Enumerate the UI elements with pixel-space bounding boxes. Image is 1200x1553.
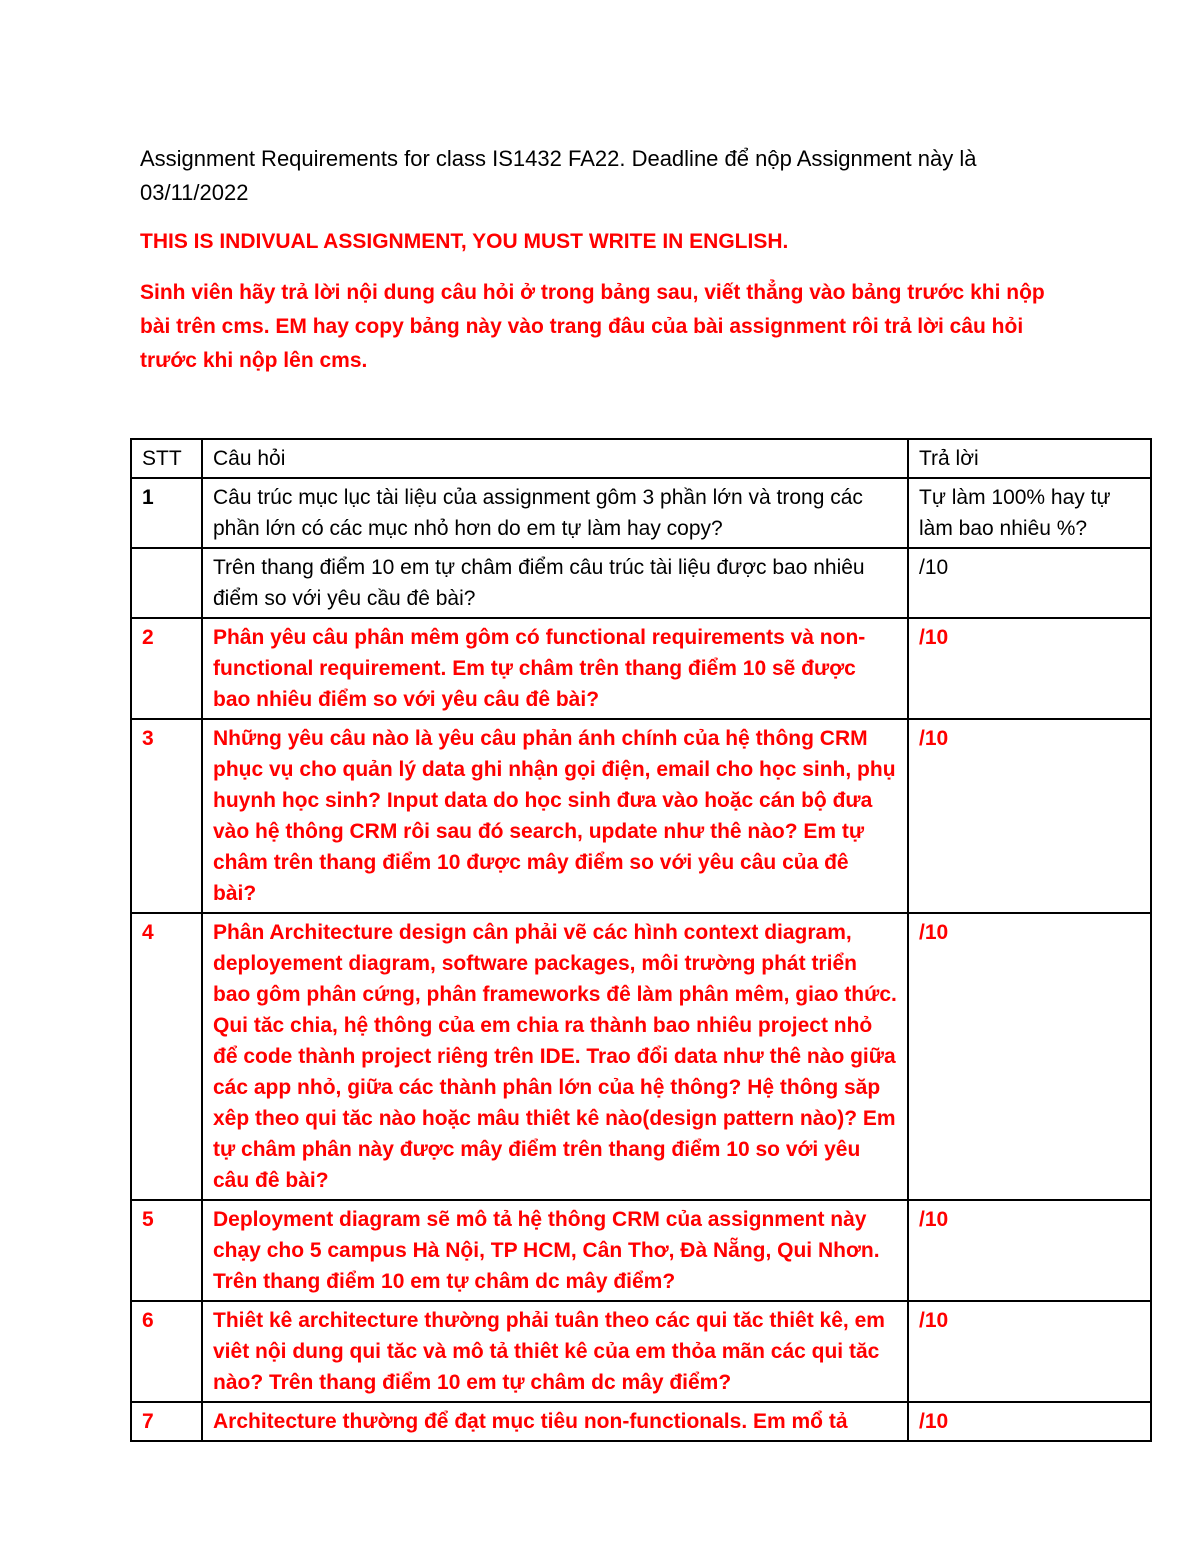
header-stt: STT (131, 439, 202, 478)
row-answer[interactable]: /10 (908, 1301, 1151, 1402)
row-question: Những yêu câu nào là yêu câu phản ánh chính của hệ thông CRM phục vụ cho quản lý data ghi nhận gọi điện, email cho học sinh, phụ huynh học sinh? Input data do học sinh đưa vào hoặc cán bộ đưa vào hệ thông CRM rôi sau đó search, update như thê nào? Em tự châm trên thang điểm 10 được mây điểm so với yêu câu của đê bài? (202, 719, 908, 913)
row-stt: 1 (131, 478, 202, 548)
row-answer[interactable]: /10 (908, 1402, 1151, 1441)
table-row (131, 478, 1151, 548)
row-stt: 5 (131, 1200, 202, 1301)
row-question: Thiêt kê architecture thường phải tuân theo các qui tăc thiêt kê, em viêt nội dung qui tăc và mô tả thiêt kê của em thỏa mãn các qui tăc nào? Trên thang điểm 10 em tự châm dc mây điểm? (202, 1301, 908, 1402)
instruction-text: Sinh viên hãy trả lời nội dung câu hỏi ở trong bảng sau, viết thẳng vào bảng trước khi nộp bài trên cms. EM hay copy bảng này vào trang đâu của bài assignment rôi trả lời câu hỏi trước khi nộp lên cms. (140, 281, 1045, 372)
row-stt: 3 (131, 719, 202, 913)
table-row (131, 1301, 1151, 1402)
row-stt: 6 (131, 1301, 202, 1402)
row-answer[interactable]: Tự làm 100% hay tự làm bao nhiêu %? (908, 478, 1151, 548)
table-row (131, 618, 1151, 719)
row-answer[interactable]: /10 (908, 913, 1151, 1200)
header-answer: Trả lời (908, 439, 1151, 478)
row-stt: 2 (131, 618, 202, 719)
requirements-table (130, 438, 1152, 1442)
table-row (131, 1402, 1151, 1441)
row-question: Phân Architecture design cân phải vẽ các hình context diagram, deployement diagram, software packages, môi trường phát triển bao gôm phân cứng, phân frameworks đê làm phân mêm, giao thức. Qui tăc chia, hệ thông của em chia ra thành bao nhiêu project nhỏ để code thành project riêng trên IDE. Trao đổi data như thê nào giữa các app nhỏ, giữa các thành phân lớn của hệ thông? Hệ thông săp xêp theo qui tăc nào hoặc mâu thiêt kê nào(design pattern nào)? Em tự châm phân này được mây điểm trên thang điểm 10 so với yêu câu đê bài? (202, 913, 908, 1200)
row-question: Deployment diagram sẽ mô tả hệ thông CRM của assignment này chạy cho 5 campus Hà Nội, TP HCM, Cân Thơ, Đà Nẵng, Qui Nhơn. Trên thang điểm 10 em tự châm dc mây điểm? (202, 1200, 908, 1301)
row-question: Trên thang điểm 10 em tự châm điểm câu trúc tài liệu được bao nhiêu điểm so với yêu cầu đê bài? (202, 548, 908, 618)
row-answer[interactable]: /10 (908, 548, 1151, 618)
intro-text: Assignment Requirements for class IS1432 FA22. Deadline để nộp Assignment này là 03/11/2022 (140, 146, 977, 205)
row-question: Phân yêu câu phân mêm gôm có functional requirements và non-functional requirement. Em tự châm trên thang điểm 10 sẽ được bao nhiêu điểm so với yêu câu đê bài? (202, 618, 908, 719)
table-row (131, 913, 1151, 1200)
table-header-row (131, 439, 1151, 478)
row-stt (131, 548, 202, 618)
row-stt: 7 (131, 1402, 202, 1441)
row-stt: 4 (131, 913, 202, 1200)
row-question: Architecture thường để đạt mục tiêu non-functionals. Em mổ tả (202, 1402, 908, 1441)
table-row (131, 719, 1151, 913)
header-question: Câu hỏi (202, 439, 908, 478)
table-row (131, 1200, 1151, 1301)
row-answer[interactable]: /10 (908, 1200, 1151, 1301)
warning-text: THIS IS INDIVUAL ASSIGNMENT, YOU MUST WRITE IN ENGLISH. (140, 230, 789, 253)
row-answer[interactable]: /10 (908, 618, 1151, 719)
row-answer[interactable]: /10 (908, 719, 1151, 913)
table-row (131, 548, 1151, 618)
row-question: Câu trúc mục lục tài liệu của assignment gôm 3 phần lớn và trong các phần lớn có các mục nhỏ hơn do em tự làm hay copy? (202, 478, 908, 548)
